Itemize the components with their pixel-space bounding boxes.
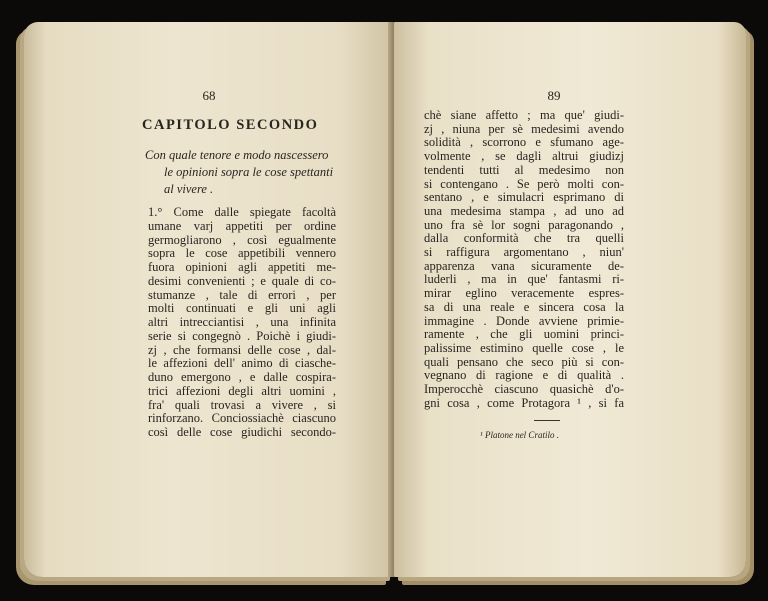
text-line: Imperocchè ciascuno quasichè d'o- <box>424 382 624 396</box>
text-line: sopra le cose appetibili vennero <box>148 246 336 261</box>
text-line: vegnano di ragione e di qualità . <box>424 368 624 383</box>
text-line: rinforzano. Conciossiachè ciascuno <box>148 411 336 426</box>
text-line: solidità , scorrono e sfumano age- <box>424 135 624 150</box>
open-book <box>18 22 753 577</box>
subtitle-line: Con quale tenore e modo nascessero <box>145 148 329 162</box>
text-line: si contengano . Se però molti con- <box>424 176 624 191</box>
text-line: ramente , che gli uomini princi- <box>424 327 624 342</box>
footnote: ¹ Platone nel Cratilo . <box>480 430 559 440</box>
text-line: sentano , e simulacri esprimano di <box>424 190 624 205</box>
text-line: immagine . Donde avviene primie- <box>424 313 624 328</box>
text-line: 1.° Come dalle spiegate facoltà <box>148 205 336 219</box>
text-line: zj , che formansi delle cose , dal- <box>148 342 336 357</box>
text-line: sa di una reale e sincera cosa la <box>424 299 624 314</box>
text-line: umane varj appetiti per ordine <box>148 218 336 233</box>
text-line: duno emergono , e dalle cospira- <box>148 370 336 384</box>
text-line: le affezioni dell' animo di ciasche- <box>148 356 336 371</box>
text-line: altri intrecciantisi , una infinita <box>148 315 336 329</box>
subtitle-line: le opinioni sopra le cose spettanti <box>164 165 334 179</box>
text-line: palissime estimino quelle cose , le <box>424 340 624 355</box>
text-line: così delle cose giudichi secondo- <box>148 425 336 439</box>
chapter-title: CAPITOLO SECONDO <box>142 117 319 133</box>
left-page <box>24 22 394 577</box>
right-page <box>394 22 746 577</box>
text-line: una medesima stampa , ad uno ad <box>424 203 624 218</box>
text-line: stumanze , tale di errori , per <box>148 287 336 302</box>
text-line: desimi convenienti ; e quale di co- <box>148 273 336 288</box>
footnote-rule <box>534 420 560 421</box>
text-line: dalla conformità che tra quelli <box>424 231 624 246</box>
text-line: luderli , ma in que' fantasmi ri- <box>424 272 624 287</box>
text-line: si raffigura argomentano , niun' <box>424 245 624 259</box>
text-line: fra' quali trovasi a vivere , si <box>148 397 336 412</box>
text-line: germogliarono , così egualmente <box>148 232 336 247</box>
text-line: volmente , se dagli altrui giudizj <box>424 149 624 164</box>
subtitle-line: al vivere . <box>164 182 214 196</box>
text-line: uno fra sè lor sogni paragonando , <box>424 217 624 232</box>
text-line: fuora opinioni agli appetiti me- <box>148 260 336 274</box>
text-line: serie si congegnò . Poichè i giudi- <box>148 328 336 343</box>
text-line: zj , niuna per sè medesimi avendo <box>424 121 624 136</box>
text-line: trici affezioni degli altri uomini , <box>148 383 336 398</box>
text-line: gni cosa , come Protagora ¹ , si fa <box>424 395 624 410</box>
text-line: tendenti tutti al medesimo non <box>424 162 624 177</box>
text-line: chè siane affetto ; ma que' giudi- <box>424 108 624 122</box>
page-number: 89 <box>547 88 561 103</box>
page-number: 68 <box>202 88 216 103</box>
text-line: molti continuati e gli uni agli <box>148 301 336 316</box>
text-line: apparenza vana sicuramente de- <box>424 258 624 273</box>
text-line: mirar eglino veracemente espres- <box>424 286 624 301</box>
text-line: quali pensano che seco più si con- <box>424 354 624 369</box>
